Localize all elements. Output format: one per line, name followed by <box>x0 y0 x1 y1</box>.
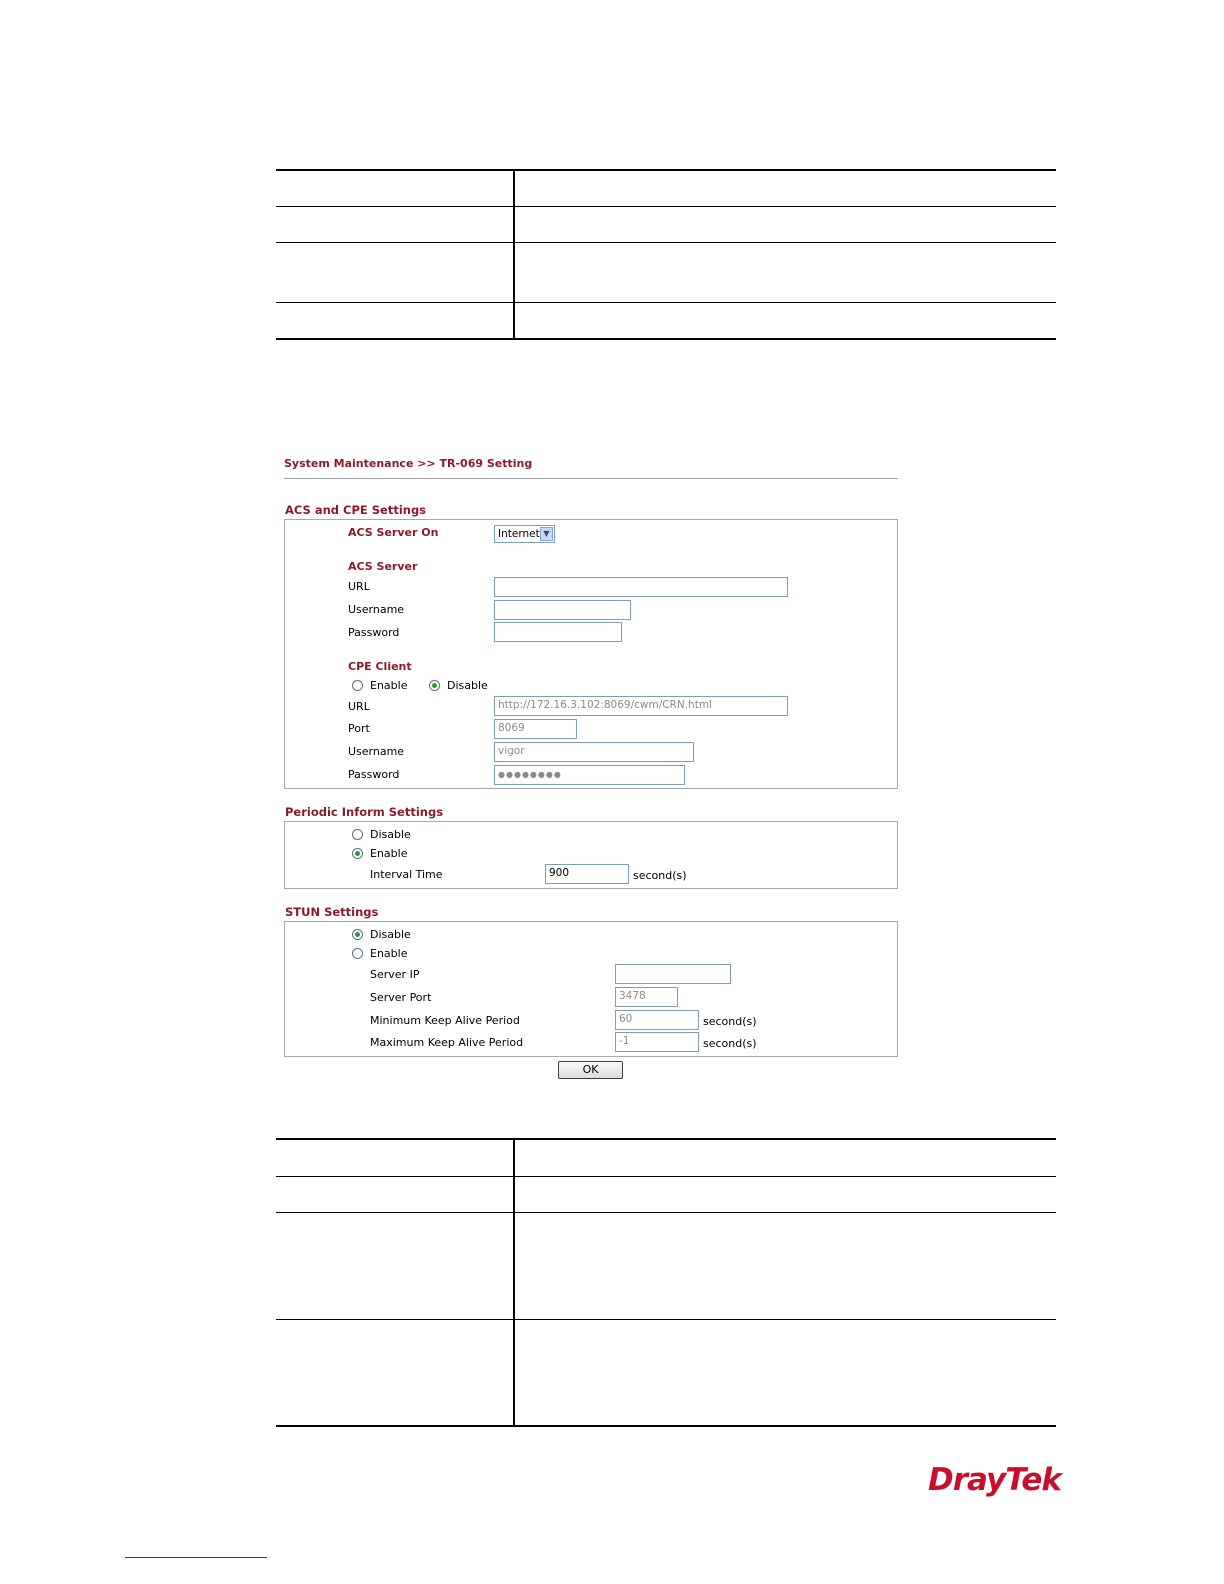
server-port-label: Server Port <box>370 991 432 1004</box>
acs-password-label: Password <box>348 626 400 639</box>
server-port-input[interactable]: 3478 <box>615 987 678 1007</box>
acs-server-heading: ACS Server <box>348 560 418 573</box>
interval-time-input[interactable]: 900 <box>545 864 629 884</box>
acs-url-input[interactable] <box>494 577 788 597</box>
table-rule <box>276 1319 1056 1320</box>
stun-title: STUN Settings <box>285 905 379 919</box>
periodic-enable-label: Enable <box>370 847 408 860</box>
min-keep-alive-input[interactable]: 60 <box>615 1010 699 1030</box>
periodic-title: Periodic Inform Settings <box>285 805 444 819</box>
table-rule <box>276 1425 1056 1427</box>
table-rule <box>276 169 1056 171</box>
stun-enable-radio[interactable] <box>352 948 363 959</box>
cpe-enable-label: Enable <box>370 679 408 692</box>
max-keep-alive-unit: second(s) <box>703 1037 757 1050</box>
acs-username-label: Username <box>348 603 405 616</box>
interval-time-label: Interval Time <box>370 868 443 881</box>
cpe-disable-radio[interactable] <box>429 680 440 691</box>
table-rule <box>276 338 1056 340</box>
max-keep-alive-label: Maximum Keep Alive Period <box>370 1036 524 1049</box>
periodic-disable-radio[interactable] <box>352 829 363 840</box>
stun-enable-label: Enable <box>370 947 408 960</box>
min-keep-alive-label: Minimum Keep Alive Period <box>370 1014 520 1027</box>
top-table <box>276 169 1056 341</box>
table-rule <box>276 242 1056 243</box>
cpe-username-input[interactable]: vigor <box>494 742 694 762</box>
breadcrumb: System Maintenance >> TR-069 Setting <box>284 457 533 470</box>
stun-disable-radio[interactable] <box>352 929 363 940</box>
draytek-logo: DrayTek <box>928 1462 1061 1498</box>
footer-link-underline[interactable] <box>125 1557 267 1558</box>
cpe-password-label: Password <box>348 768 400 781</box>
cpe-port-input[interactable]: 8069 <box>494 719 577 739</box>
table-rule <box>276 206 1056 207</box>
stun-disable-label: Disable <box>370 928 411 941</box>
acs-server-on-value: Internet <box>498 528 540 540</box>
cpe-url-input[interactable]: http://172.16.3.102:8069/cwm/CRN.html <box>494 696 788 716</box>
ok-button[interactable]: OK <box>558 1061 623 1079</box>
cpe-enable-radio[interactable] <box>352 680 363 691</box>
acs-password-input[interactable] <box>494 622 622 642</box>
breadcrumb-rule <box>284 478 898 479</box>
interval-unit: second(s) <box>633 869 687 882</box>
acs-cpe-title: ACS and CPE Settings <box>285 503 427 517</box>
acs-server-on-label: ACS Server On <box>348 526 439 539</box>
table-divider <box>513 1138 515 1427</box>
min-keep-alive-unit: second(s) <box>703 1015 757 1028</box>
table-rule <box>276 1138 1056 1140</box>
table-rule <box>276 1176 1056 1177</box>
bottom-table <box>276 1138 1056 1428</box>
acs-url-label: URL <box>348 580 370 593</box>
periodic-disable-label: Disable <box>370 828 411 841</box>
acs-server-on-select[interactable] <box>494 525 555 543</box>
server-ip-input[interactable] <box>615 964 731 984</box>
cpe-port-label: Port <box>348 722 370 735</box>
cpe-username-label: Username <box>348 745 405 758</box>
cpe-disable-label: Disable <box>447 679 488 692</box>
table-rule <box>276 302 1056 303</box>
chevron-down-icon[interactable]: ▼ <box>540 527 553 541</box>
cpe-url-label: URL <box>348 700 370 713</box>
table-rule <box>276 1212 1056 1213</box>
periodic-enable-radio[interactable] <box>352 848 363 859</box>
cpe-password-input[interactable]: ●●●●●●●● <box>494 765 685 785</box>
table-divider <box>513 169 515 340</box>
max-keep-alive-input[interactable]: -1 <box>615 1032 699 1052</box>
acs-username-input[interactable] <box>494 600 631 620</box>
server-ip-label: Server IP <box>370 968 420 981</box>
cpe-client-heading: CPE Client <box>348 660 412 673</box>
